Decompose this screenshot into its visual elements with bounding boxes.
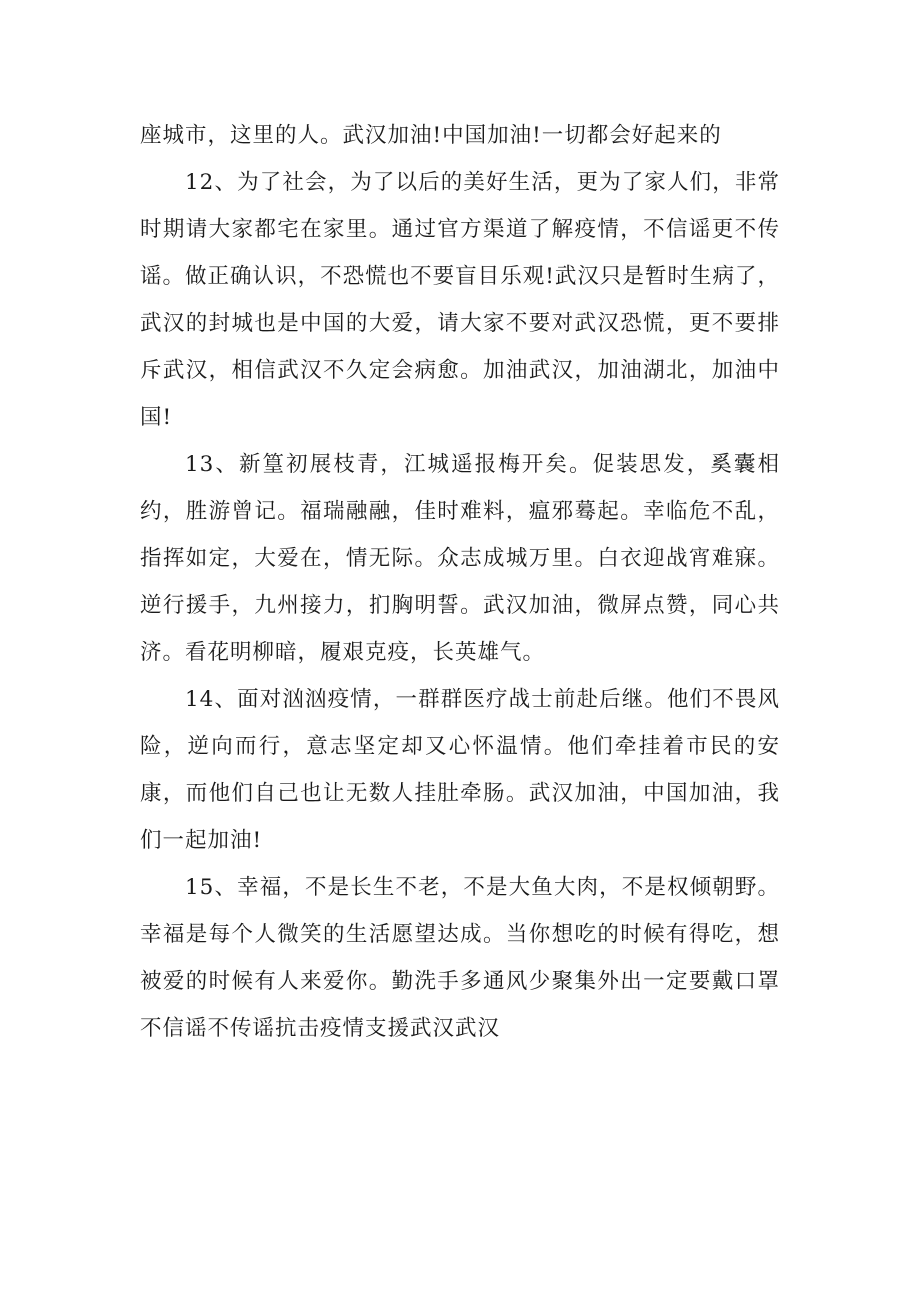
paragraph-15: 15、幸福，不是长生不老，不是大鱼大肉，不是权倾朝野。幸福是每个人微笑的生活愿望达成。当你想吃的时候有得吃，想被爱的时候有人来爱你。勤洗手多通风少聚集外出一定要戴口罩不信谣不传谣抗击疫情支援武汉武汉 xyxy=(140,875,780,1041)
paragraph-12: 12、为了社会，为了以后的美好生活，更为了家人们，非常时期请大家都宅在家里。通过官方渠道了解疫情，不信谣更不传谣。做正确认识，不恐慌也不要盲目乐观!武汉只是暂时生病了，武汉的封城也是中国的大爱，请大家不要对武汉恐慌，更不要排斥武汉，相信武汉不久定会病愈。加油武汉，加油湖北，加油中国! xyxy=(140,170,780,430)
paragraph-14: 14、面对汹汹疫情，一群群医疗战士前赴后继。他们不畏风险，逆向而行，意志坚定却又心怀温情。他们牵挂着市民的安康，而他们自己也让无数人挂肚牵肠。武汉加油，中国加油，我们一起加油! xyxy=(140,687,780,853)
paragraph-continuation: 座城市，这里的人。武汉加油!中国加油!一切都会好起来的 xyxy=(140,123,722,148)
document-body xyxy=(140,112,780,1052)
paragraph-13: 13、新篁初展枝青，江城遥报梅开矣。促装思发，奚囊相约，胜游曾记。福瑞融融，佳时难料，瘟邪蓦起。幸临危不乱，指挥如定，大爱在，情无际。众志成城万里。白衣迎战宵难寐。逆行援手，九州接力，扪胸明誓。武汉加油，微屏点赞，同心共济。看花明柳暗，履艰克疫，长英雄气。 xyxy=(140,452,780,665)
